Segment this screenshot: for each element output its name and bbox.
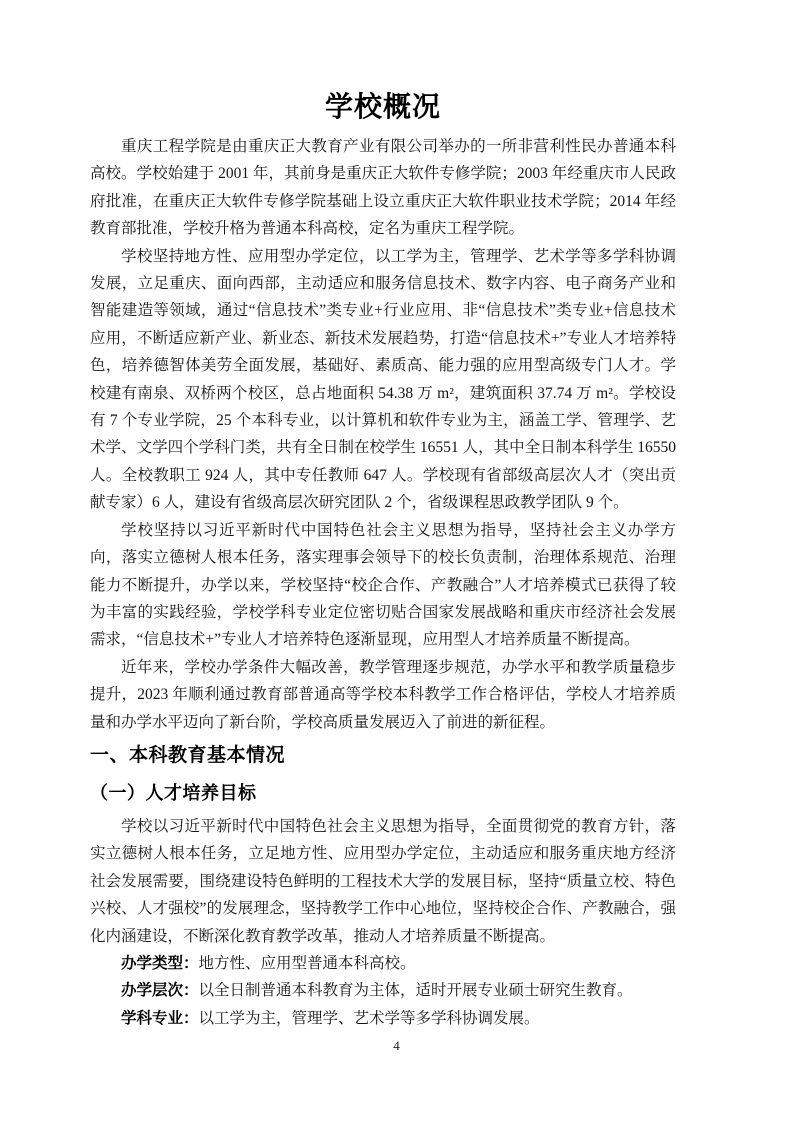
page-content [90,88,676,1032]
intro-paragraph-1: 重庆工程学院是由重庆正大教育产业有限公司举办的一所非营利性民办普通本科高校。学校始建于 2001 年，其前身是重庆正大软件专修学院；2003 年经重庆市人民政府批准，在重庆正大软件专修学院基础上设立重庆正大软件职业技术学院；2014 年经教育部批准，学校升格为普通本科高校，定名为重庆工程学院。 [90,138,676,238]
intro-paragraph-4: 近年来，学校办学条件大幅改善，教学管理逐步规范，办学水平和教学质量稳步提升，2023 年顺利通过教育部普通高等学校本科教学工作合格评估，学校人才培养质量和办学水平迈向了新台阶，学校高质量发展迈入了前进的新征程。 [90,658,676,731]
definition-label: 学科专业： [121,1009,199,1027]
subsection-heading-talent-goal: （一）人才培养目标 [90,782,257,803]
intro-paragraph-2: 学校坚持地方性、应用型办学定位，以工学为主，管理学、艺术学等多学科协调发展，立足重庆、面向西部，主动适应和服务信息技术、数字内容、电子商务产业和智能建造等领域，通过“信息技术”类专业+行业应用、非“信息技术”类专业+信息技术应用，不断适应新产业、新业态、新技术发展趋势，打造“信息技术+”专业人才培养特色，培养德智体美劳全面发展，基础好、素质高、能力强的应用型高级专门人才。学校建有南泉、双桥两个校区，总占地面积 54.38 万 m²，建筑面积 37.74 万 m²。学校设有 7 个专业学院，25 个本科专业，以计算机和软件专业为主，涵盖工学、管理学、艺术学、文学四个学科门类，共有全日制在校学生 16551 人，其中全日制本科学生 16550 人。全校教职工 924 人，其中专任教师 647 人。学校现有省部级高层次人才（突出贡献专家）6 人，建设有省级高层次研究团队 2 个，省级课程思政教学团队 9 个。 [90,247,676,512]
definition-label: 办学层次： [121,982,199,1000]
page-number: 4 [393,1038,400,1053]
definition-item-disciplines [90,1005,676,1032]
intro-paragraph-3: 学校坚持以习近平新时代中国特色社会主义思想为指导，坚持社会主义办学方向，落实立德树人根本任务，落实理事会领导下的校长负责制，治理体系规范、治理能力不断提升，办学以来，学校坚持“校企合作、产教融合”人才培养模式已获得了较为丰富的实践经验，学校学科专业定位密切贴合国家发展战略和重庆市经济社会发展需求，“信息技术+”专业人才培养特色逐渐显现，应用型人才培养质量不断提高。 [90,521,676,649]
definition-item-school-level [90,977,676,1004]
document-title: 学校概况 [324,91,441,122]
subsection-paragraph: 学校以习近平新时代中国特色社会主义思想为指导，全面贯彻党的教育方针，落实立德树人根本任务，立足地方性、应用型办学定位，主动适应和服务重庆地方经济社会发展需要，围绕建设特色鲜明的工程技术大学的发展目标，坚持“质量立校、特色兴校、人才强校”的发展理念，坚持教学工作中心地位，坚持校企合作、产教融合，强化内涵建设，不断深化教育教学改革，推动人才培养质量不断提高。 [90,817,676,945]
definition-text: 以工学为主，管理学、艺术学等多学科协调发展。 [198,1009,540,1027]
definition-text: 以全日制普通本科教育为主体，适时开展专业硕士研究生教育。 [198,982,633,1000]
definition-text: 地方性、应用型普通本科高校。 [198,954,416,972]
section-heading-undergraduate-education: 一、本科教育基本情况 [90,744,286,766]
definition-item-school-type [90,950,676,977]
definition-label: 办学类型： [121,954,199,972]
